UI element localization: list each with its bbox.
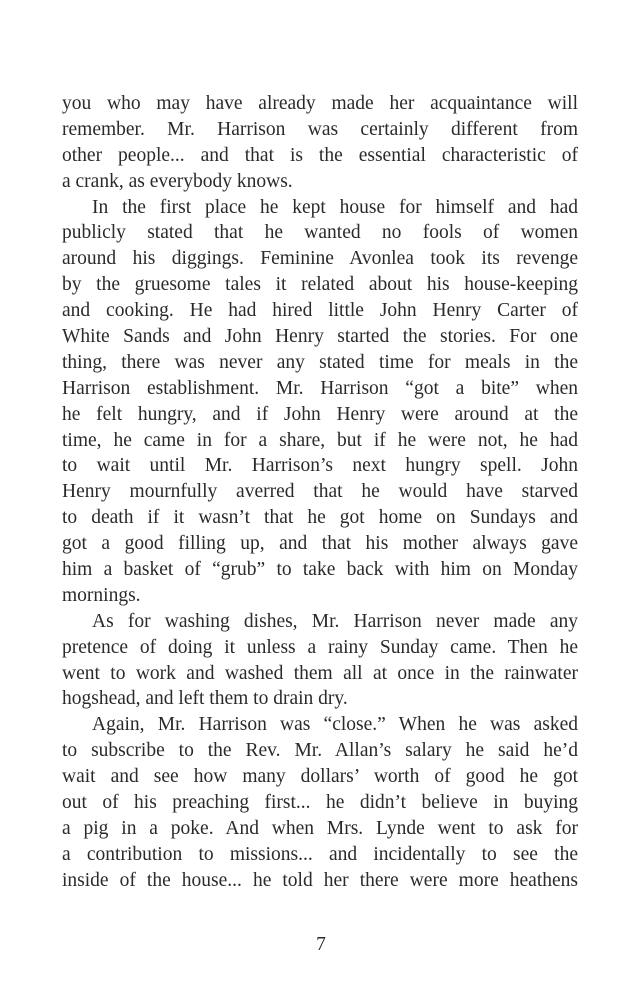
paragraph	[62, 609, 578, 713]
text-line: Again, Mr. Harrison was “close.” When he was asked	[92, 714, 578, 736]
text-line: wait and see how many dollars’ worth of good he got	[62, 766, 578, 788]
text-line: to wait until Mr. Harrison’s next hungry spell. John	[62, 455, 578, 477]
text-line: him a basket of “grub” to take back with him on Monday	[62, 559, 578, 581]
body-text	[62, 91, 578, 894]
text-line: a pig in a poke. And when Mrs. Lynde went to ask for	[62, 817, 578, 839]
text-line: a crank, as everybody knows.	[62, 170, 293, 192]
text-line: and cooking. He had hired little John Henry Carter of	[62, 300, 578, 322]
text-line: time, he came in for a share, but if he were not, he had	[62, 429, 578, 451]
text-line: publicly stated that he wanted no fools of women	[62, 222, 578, 244]
text-line: you who may have already made her acquaintance will	[62, 93, 578, 114]
text-line: inside of the house... he told her there were more heathens	[62, 869, 578, 891]
text-line: thing, there was never any stated time for meals in the	[62, 351, 578, 373]
paragraph	[62, 195, 578, 609]
text-line: White Sands and John Henry started the stories. For one	[62, 326, 578, 348]
text-line: mornings.	[62, 584, 141, 606]
paragraph	[62, 91, 578, 195]
text-line: a contribution to missions... and incidentally to see the	[62, 843, 578, 865]
text-line: he felt hungry, and if John Henry were around at the	[62, 403, 578, 425]
text-line: other people... and that is the essential characteristic of	[62, 144, 578, 166]
text-line: went to work and washed them all at once in the rainwater	[62, 662, 578, 684]
text-line: by the gruesome tales it related about his house-keeping	[62, 274, 578, 296]
page-number: 7	[316, 934, 326, 955]
text-line: pretence of doing it unless a rainy Sunday came. Then he	[62, 636, 578, 658]
text-line: got a good filling up, and that his mother always gave	[62, 533, 578, 555]
text-line: remember. Mr. Harrison was certainly different from	[62, 118, 578, 140]
text-line: Henry mournfully averred that he would have starved	[62, 481, 578, 503]
paragraph	[62, 712, 578, 893]
text-line: In the first place he kept house for himself and had	[92, 196, 578, 218]
text-line: to death if it wasn’t that he got home on Sundays and	[62, 507, 578, 529]
text-line: around his diggings. Feminine Avonlea took its revenge	[62, 248, 578, 270]
text-line: to subscribe to the Rev. Mr. Allan’s salary he said he’d	[62, 740, 578, 762]
text-line: hogshead, and left them to drain dry.	[62, 688, 348, 710]
text-line: As for washing dishes, Mr. Harrison never made any	[92, 610, 578, 632]
text-line: Harrison establishment. Mr. Harrison “got a bite” when	[62, 377, 578, 399]
text-line: out of his preaching first... he didn’t believe in buying	[62, 792, 578, 814]
